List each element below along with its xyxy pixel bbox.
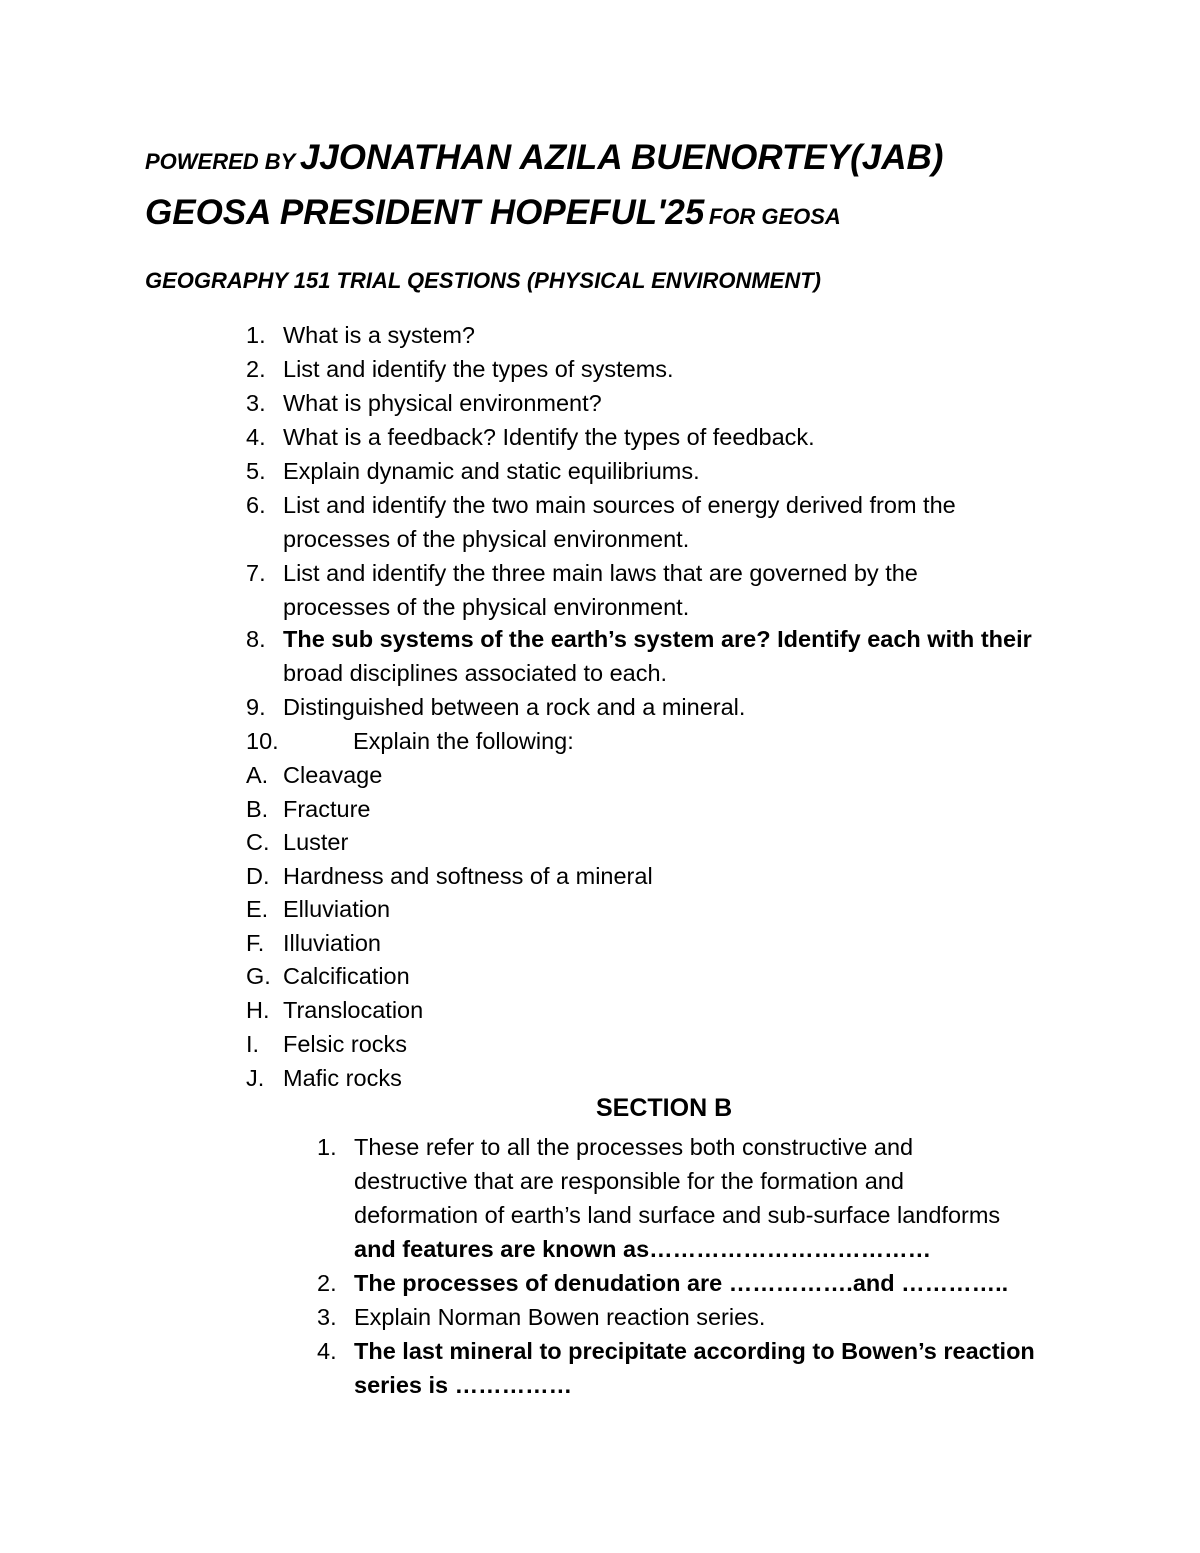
document-page: POWERED BY JJONATHAN AZILA BUENORTEY(JAB) GEOSA PRESIDENT HOPEFUL'25 FOR GEOSA GEOGRAPHY 151 TRIAL QESTIONS (PHYSICAL ENVIRONMENT) 1. What is a system? 2. List and identify the types of systems. 3. What is physical environment? 4. What is a feedback? Identify the types of feedback. 5. Explain dynamic and static equilibriums. 6. List and identify the two main sources of energy derived from the processes of the physical environment. 7. List and identify the three main laws that are governed by the processes of the physical environment. 8. The sub systems of the earth’s system are? Identify each with their broad disciplines associated to each. 9. Distinguished between a rock and a mineral. 10. Explain the following: A. Cleavage B. Fracture C. Luster D. Hardness and softness of a mineral E. Elluviation F. Illuviation G. Calcification H. Translocation I. Felsic rocks J. Mafic rocks SECTION B 1. These refer to all the processes both constructive and destructive that are responsible for the formation and deformation of earth’s land surface and sub-surface landforms and features are known as……………………………… 2. The processes of denudation are …………….and ………….. 3. Explain Norman Bowen reaction series. 4. The last mineral to precipitate according to Bowen’s reaction series is …………… — [145, 138, 1035, 1398]
hopeful-label: GEOSA PRESIDENT HOPEFUL'25 — [145, 193, 705, 232]
author-name: JJONATHAN AZILA BUENORTEY(JAB) — [299, 138, 944, 177]
header-line-2 — [145, 193, 841, 233]
section-b-heading: SECTION B — [596, 1094, 733, 1122]
powered-by-label: POWERED BY — [145, 149, 296, 174]
for-geosa-label: FOR GEOSA — [708, 204, 841, 229]
document-title: GEOGRAPHY 151 TRIAL QESTIONS (PHYSICAL ENVIRONMENT) — [145, 268, 821, 293]
header-line-1 — [145, 138, 943, 178]
